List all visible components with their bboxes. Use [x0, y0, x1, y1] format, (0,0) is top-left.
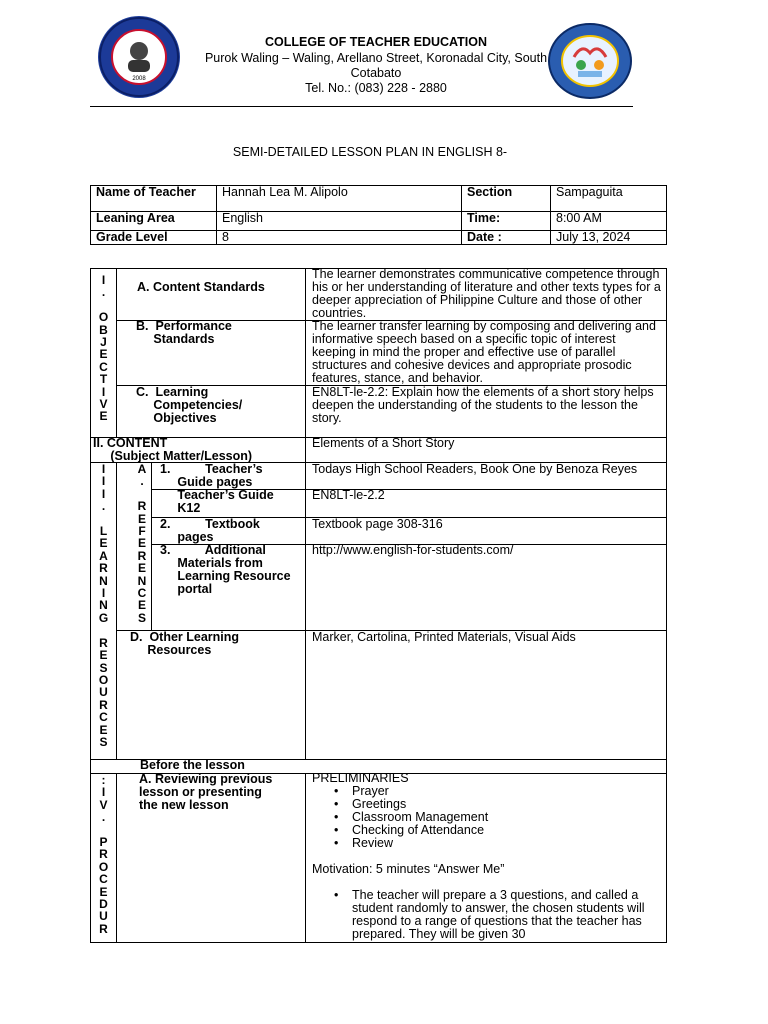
other-resources-value: Marker, Cartolina, Printed Materials, Visual Aids: [312, 630, 576, 644]
objectives-vertical-label: I . O B J E C T I V E: [98, 273, 109, 424]
preliminaries-list: [330, 785, 662, 850]
list-item: • The teacher will prepare a 3 questions, and called a student randomly to answer, the chosen students will respond to a range of questions that the teacher has prepared. They will be given 30: [330, 889, 662, 941]
header-telephone: Tel. No.: (083) 228 - 2880: [305, 81, 447, 95]
time-value: 8:00 AM: [551, 212, 667, 231]
list-item: • Review: [330, 837, 662, 850]
time-label: Time:: [462, 212, 551, 231]
right-seal: [548, 23, 632, 99]
content-standards-text: The learner demonstrates communicative competence through his or her understanding of literature and other texts types for a deeper appreciation of Philippine Culture and those of other countries.: [312, 267, 661, 320]
section-label: Section: [462, 186, 551, 212]
school-seal-icon: [98, 16, 180, 98]
item2-label: 2. Textbook pages: [160, 517, 260, 544]
grade-label: Grade Level: [91, 231, 217, 245]
date-value: July 13, 2024: [551, 231, 667, 245]
preliminaries-heading: PRELIMINARIES: [312, 771, 409, 785]
item1-label: 1. Teacher’s Guide pages: [160, 462, 263, 489]
item2-value: Textbook page 308-316: [312, 517, 443, 531]
motivation-text: Motivation: 5 minutes “Answer Me”: [312, 862, 505, 876]
item3-value-cell: [305, 544, 667, 631]
area-value: English: [217, 212, 462, 231]
content-standards-cell: [116, 268, 306, 321]
item1-value: Todays High School Readers, Book One by Benoza Reyes: [312, 462, 638, 476]
item3-label: 3. Additional Materials from Learning Resource portal: [160, 543, 291, 596]
procedure-content: [312, 772, 662, 941]
teacher-info-table: [90, 185, 667, 245]
grade-value: 8: [217, 231, 462, 245]
header-college-name: COLLEGE OF TEACHER EDUCATION: [265, 35, 487, 49]
item1b-label: Teacher’s Guide K12: [177, 488, 274, 515]
competencies-label: C. Learning Competencies/ Objectives: [136, 385, 243, 425]
competencies-text: EN8LT-le-2.2: Explain how the elements of a short story helps deepen the understanding of the students to the lesson the story.: [312, 385, 654, 425]
motivation-list: [330, 889, 662, 941]
lesson-plan-title: SEMI-DETAILED LESSON PLAN IN ENGLISH 8-: [232, 145, 508, 159]
item3-value-link[interactable]: http://www.english-for-students.com/: [312, 543, 514, 557]
content-standards-label: A. Content Standards: [137, 280, 265, 294]
area-label: Leaning Area: [91, 212, 217, 231]
date-label: Date :: [462, 231, 551, 245]
header-address-line2: Cotabato: [350, 66, 402, 80]
resources-vertical-label: I I I . L E A R N I N G R E S O U R C E S: [98, 462, 109, 749]
section-value: Sampaguita: [551, 186, 667, 212]
header-address-line1: Purok Waling – Waling, Arellano Street, Koronadal City, South: [204, 51, 548, 65]
header-divider: [90, 106, 633, 107]
name-label: Name of Teacher: [91, 186, 217, 212]
list-item: • Checking of Attendance: [330, 824, 662, 837]
review-label: A. Reviewing previous lesson or presenting the new lesson: [139, 772, 273, 812]
left-seal: [98, 16, 180, 98]
references-vertical-label: A . R E F E R E N C E S: [137, 462, 147, 625]
performance-standards-label: B. Performance Standards: [136, 319, 232, 346]
college-seal-icon: [548, 23, 632, 99]
content-label: II. CONTENT (Subject Matter/Lesson): [93, 436, 253, 463]
other-resources-label: D. Other Learning Resources: [130, 630, 240, 657]
list-item: • Prayer: [330, 785, 662, 798]
svg-text:2008: 2008: [132, 76, 146, 82]
item1b-value: EN8LT-le-2.2: [312, 488, 385, 502]
list-item: • Greetings: [330, 798, 662, 811]
procedure-vertical-label: : I V . P R O C E D U R: [98, 773, 109, 936]
list-item: • Classroom Management: [330, 811, 662, 824]
content-value: Elements of a Short Story: [312, 436, 455, 450]
name-value: Hannah Lea M. Alipolo: [217, 186, 462, 212]
performance-standards-text: The learner transfer learning by composing and delivering and informative speech based on a specific topic of interest keeping in mind the proper and effective use of parallel structures and cohesive devices and appropriate prosodic features, stance, and behavior.: [312, 319, 656, 385]
before-lesson-label: Before the lesson: [140, 758, 245, 772]
